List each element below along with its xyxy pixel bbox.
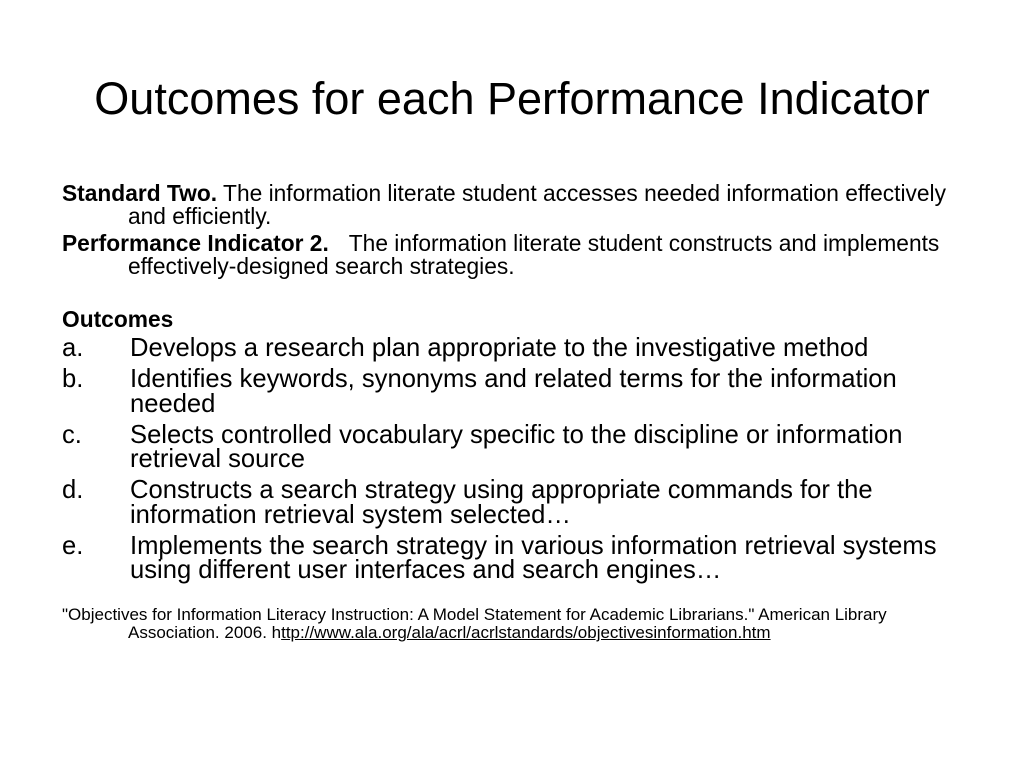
indicator-label: Performance Indicator 2. [62,230,329,256]
outcome-text [130,478,873,527]
outcome-text [130,367,897,416]
outcome-item-b [62,367,937,416]
outcome-marker: e. [62,531,84,560]
outcome-item-a [62,336,937,361]
performance-indicator-statement [62,232,939,278]
outcome-text [130,420,903,473]
outcome-line: Constructs a search strategy using appropriate commands for the [130,476,873,504]
standard-label: Standard Two. [62,180,218,206]
citation [62,606,887,642]
outcome-line: Identifies keywords, synonyms and related terms for the information [130,365,897,393]
outcome-marker: b. [62,365,84,393]
outcome-marker: a. [62,334,84,362]
outcome-item-e [62,531,937,584]
indicator-text-continued: effectively-designed search strategies. [128,253,515,279]
outcome-line: Implements the search strategy in various information retrieval systems [130,531,937,560]
citation-source-text: Association. 2006. h [128,623,282,642]
outcome-text [130,336,868,361]
outcome-line: Selects controlled vocabulary specific to the discipline or information [130,420,903,449]
outcomes-list [62,336,937,583]
standard-text-continued: and efficiently. [128,203,272,229]
standard-first-line [62,182,946,205]
outcome-line: retrieval source [130,445,305,473]
outcome-item-d [62,478,937,527]
outcomes-heading: Outcomes [62,306,174,332]
outcome-marker: c. [62,420,82,449]
citation-line: "Objectives for Information Literacy Instruction: A Model Statement for Academic Librarians." American Library [62,605,887,624]
outcome-line: needed [130,389,216,418]
standard-statement [62,182,946,228]
indicator-text: The information literate student constructs and implements [348,230,940,256]
citation-line-continued [62,624,887,642]
outcome-line: information retrieval system selected… [130,500,571,529]
outcome-marker: d. [62,476,84,504]
standard-text: The information literate student accesses needed information effectively [223,180,946,206]
outcome-text [130,531,937,584]
outcome-line: using different user interfaces and search engines… [130,556,722,584]
indicator-first-line [62,232,939,255]
outcome-line: Develops a research plan appropriate to the investigative method [130,334,869,362]
slide-title: Outcomes for each Performance Indicator [94,73,930,124]
citation-url-link[interactable]: ttp://www.ala.org/ala/acrl/acrlstandards/objectivesinformation.htm [281,623,771,642]
outcome-item-c [62,420,937,473]
